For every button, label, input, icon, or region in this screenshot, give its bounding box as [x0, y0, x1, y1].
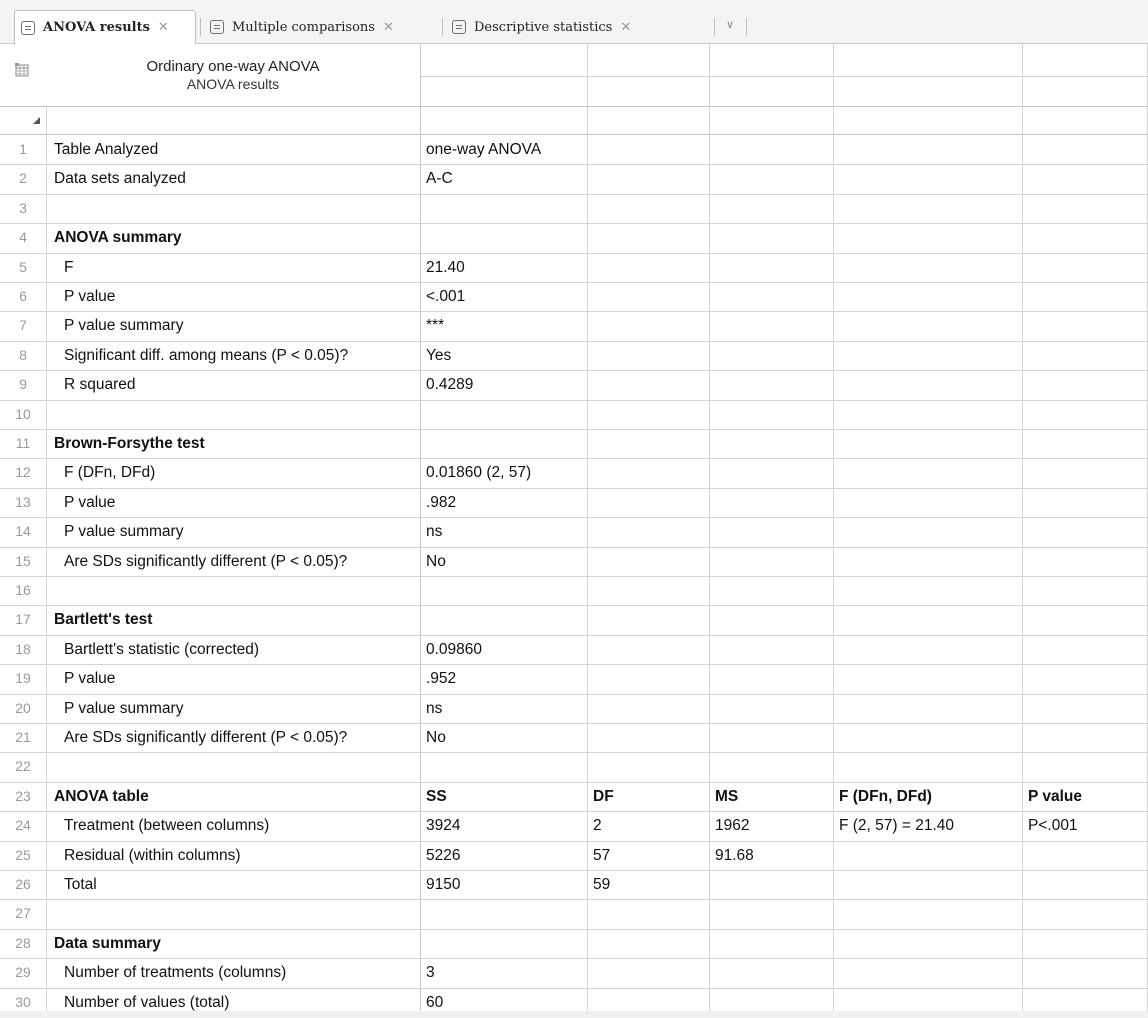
- tab-label: ANOVA results: [43, 20, 150, 35]
- row-number[interactable]: 23: [15, 787, 31, 804]
- value-cell[interactable]: 1962: [715, 817, 750, 835]
- value-cell[interactable]: [1022, 517, 1148, 546]
- value-cell[interactable]: 59: [593, 876, 611, 893]
- value-cell[interactable]: [1022, 400, 1148, 429]
- value-cell[interactable]: [833, 664, 1022, 693]
- value-cell[interactable]: [833, 429, 1022, 458]
- value-cell[interactable]: [587, 341, 709, 370]
- bottom-scroll-area[interactable]: [0, 1011, 1148, 1018]
- value-cell[interactable]: [709, 400, 833, 429]
- row-label-cell[interactable]: Brown-Forsythe test: [54, 435, 205, 452]
- value-cell[interactable]: [709, 164, 833, 193]
- value-cell[interactable]: [709, 282, 833, 311]
- value-cell[interactable]: [1022, 253, 1148, 282]
- value-cell[interactable]: [709, 311, 833, 340]
- value-cell[interactable]: [587, 723, 709, 752]
- row-label-cell[interactable]: P value summary: [64, 699, 184, 717]
- value-cell[interactable]: [833, 841, 1022, 870]
- row-label-cell[interactable]: P value: [64, 493, 116, 511]
- value-cell[interactable]: [833, 223, 1022, 252]
- value-cell[interactable]: [587, 458, 709, 487]
- row-label-cell[interactable]: Bartlett's statistic (corrected): [64, 640, 260, 658]
- value-cell[interactable]: [833, 723, 1022, 752]
- value-cell[interactable]: [1022, 664, 1148, 693]
- tab-divider: [200, 18, 201, 36]
- value-cell[interactable]: [1022, 341, 1148, 370]
- column-header-cell[interactable]: [833, 77, 1022, 106]
- tab-divider: [714, 18, 715, 36]
- value-cell[interactable]: [587, 429, 709, 458]
- value-cell[interactable]: [587, 135, 709, 164]
- row-label-cell[interactable]: Significant diff. among means (P < 0.05)?: [64, 346, 349, 364]
- value-cell[interactable]: [709, 370, 833, 399]
- value-cell[interactable]: Yes: [426, 346, 452, 364]
- row-number[interactable]: 1: [19, 141, 27, 157]
- row-number[interactable]: 10: [15, 405, 31, 422]
- row-label-cell[interactable]: Total: [64, 876, 97, 893]
- value-cell[interactable]: [709, 899, 833, 928]
- value-cell[interactable]: .952: [426, 670, 457, 688]
- value-cell[interactable]: [420, 929, 587, 958]
- value-cell[interactable]: [833, 488, 1022, 517]
- value-cell[interactable]: [587, 635, 709, 664]
- value-cell[interactable]: [709, 517, 833, 546]
- value-cell[interactable]: 91.68: [715, 846, 754, 864]
- value-cell[interactable]: [709, 223, 833, 252]
- value-cell[interactable]: [833, 282, 1022, 311]
- value-cell[interactable]: [833, 870, 1022, 899]
- value-cell[interactable]: [709, 194, 833, 223]
- value-cell[interactable]: P<.001: [1028, 817, 1078, 835]
- row-label-cell[interactable]: Number of treatments (columns): [64, 964, 287, 982]
- value-cell[interactable]: ns: [426, 523, 443, 541]
- value-cell[interactable]: ***: [426, 317, 445, 335]
- value-cell[interactable]: [420, 429, 587, 458]
- row-label-cell[interactable]: Treatment (between columns): [64, 817, 270, 835]
- data-table-icon[interactable]: [14, 62, 30, 83]
- value-cell[interactable]: [587, 370, 709, 399]
- column-header-cell[interactable]: [1022, 77, 1148, 106]
- value-cell[interactable]: [833, 547, 1022, 576]
- value-cell[interactable]: DF: [593, 787, 614, 805]
- value-cell[interactable]: [587, 488, 709, 517]
- value-cell[interactable]: [709, 752, 833, 781]
- row-label-cell[interactable]: Data sets analyzed: [54, 170, 186, 188]
- value-cell[interactable]: [1022, 723, 1148, 752]
- row-number[interactable]: 26: [15, 876, 31, 892]
- row-label-cell[interactable]: P value: [64, 670, 116, 688]
- value-cell[interactable]: [420, 194, 587, 223]
- value-cell[interactable]: [833, 253, 1022, 282]
- value-cell[interactable]: [1022, 488, 1148, 517]
- row-number[interactable]: 27: [15, 905, 31, 922]
- value-cell[interactable]: [1022, 547, 1148, 576]
- value-cell[interactable]: [587, 958, 709, 987]
- value-cell[interactable]: one-way ANOVA: [426, 141, 542, 158]
- value-cell[interactable]: [420, 576, 587, 605]
- value-cell[interactable]: [587, 223, 709, 252]
- column-header-cell[interactable]: [587, 45, 709, 76]
- value-cell[interactable]: [587, 576, 709, 605]
- value-cell[interactable]: [833, 605, 1022, 634]
- close-icon[interactable]: ✕: [620, 19, 632, 35]
- value-cell[interactable]: [420, 605, 587, 634]
- value-cell[interactable]: [833, 752, 1022, 781]
- row-label-cell[interactable]: [46, 400, 420, 429]
- value-cell[interactable]: [1022, 605, 1148, 634]
- row-label-cell[interactable]: P value summary: [64, 523, 184, 541]
- tab-multiple-comparisons[interactable]: [204, 10, 440, 44]
- value-cell[interactable]: [587, 400, 709, 429]
- value-cell[interactable]: [833, 929, 1022, 958]
- value-cell[interactable]: [1022, 841, 1148, 870]
- value-cell[interactable]: [420, 752, 587, 781]
- value-cell[interactable]: SS: [426, 787, 447, 805]
- value-cell[interactable]: .982: [426, 493, 457, 511]
- value-cell[interactable]: [587, 253, 709, 282]
- value-cell[interactable]: [587, 899, 709, 928]
- value-cell[interactable]: [709, 929, 833, 958]
- row-label-cell[interactable]: Table Analyzed: [54, 141, 159, 158]
- value-cell[interactable]: [1022, 194, 1148, 223]
- row-number[interactable]: 3: [19, 199, 27, 216]
- value-cell[interactable]: [1022, 429, 1148, 458]
- value-cell[interactable]: [833, 635, 1022, 664]
- row-number[interactable]: 9: [19, 376, 27, 393]
- row-number[interactable]: 6: [19, 288, 27, 304]
- row-label-cell[interactable]: ANOVA table: [54, 787, 149, 805]
- row-number[interactable]: 29: [15, 964, 31, 981]
- value-cell[interactable]: F (DFn, DFd): [839, 787, 932, 805]
- row-number[interactable]: 12: [15, 464, 31, 481]
- value-cell[interactable]: [709, 870, 833, 899]
- tab-divider: [746, 18, 747, 36]
- value-cell[interactable]: [587, 605, 709, 634]
- row-number[interactable]: 19: [15, 670, 31, 687]
- row-number[interactable]: 15: [15, 552, 31, 569]
- grid-hline: [0, 106, 1148, 107]
- value-cell[interactable]: 5226: [426, 846, 461, 864]
- value-cell[interactable]: [709, 723, 833, 752]
- row-number[interactable]: 14: [15, 523, 31, 540]
- value-cell[interactable]: 9150: [426, 876, 461, 893]
- close-icon[interactable]: ✕: [382, 19, 394, 35]
- row-label-cell[interactable]: Number of values (total): [64, 993, 230, 1011]
- row-label-cell[interactable]: [46, 899, 420, 928]
- value-cell[interactable]: P value: [1028, 787, 1083, 805]
- value-cell[interactable]: [1022, 282, 1148, 311]
- value-cell[interactable]: [833, 576, 1022, 605]
- tab-bar: [0, 0, 1148, 44]
- value-cell[interactable]: [1022, 929, 1148, 958]
- row-label-cell[interactable]: Data summary: [54, 934, 161, 952]
- row-number[interactable]: 21: [15, 729, 31, 745]
- row-number[interactable]: 28: [15, 934, 31, 951]
- value-cell[interactable]: [709, 547, 833, 576]
- value-cell[interactable]: No: [426, 729, 446, 746]
- value-cell[interactable]: [709, 135, 833, 164]
- value-cell[interactable]: ns: [426, 699, 443, 717]
- row-label-cell[interactable]: Are SDs significantly different (P < 0.05)?: [64, 729, 348, 746]
- row-number[interactable]: 5: [19, 258, 27, 275]
- row-number[interactable]: 18: [15, 640, 31, 657]
- value-cell[interactable]: [1022, 311, 1148, 340]
- row-number[interactable]: 2: [19, 170, 27, 187]
- value-cell[interactable]: [1022, 458, 1148, 487]
- value-cell[interactable]: [709, 458, 833, 487]
- value-cell[interactable]: [1022, 870, 1148, 899]
- value-cell[interactable]: [1022, 135, 1148, 164]
- results-sheet-icon: [210, 20, 224, 34]
- value-cell[interactable]: [833, 958, 1022, 987]
- row-label-cell[interactable]: Bartlett's test: [54, 611, 153, 629]
- value-cell[interactable]: [833, 194, 1022, 223]
- row-label-cell[interactable]: [46, 194, 420, 223]
- value-cell[interactable]: No: [426, 552, 446, 570]
- value-cell[interactable]: <.001: [426, 288, 466, 305]
- value-cell[interactable]: [1022, 752, 1148, 781]
- value-cell[interactable]: [1022, 576, 1148, 605]
- results-sheet-icon: [21, 21, 35, 35]
- value-cell[interactable]: [833, 164, 1022, 193]
- sheet-header: [46, 44, 420, 106]
- value-cell[interactable]: 0.09860: [426, 640, 483, 658]
- value-cell[interactable]: [587, 517, 709, 546]
- value-cell[interactable]: [587, 694, 709, 723]
- column-header-cell[interactable]: [833, 45, 1022, 76]
- value-cell[interactable]: [833, 341, 1022, 370]
- row-label-cell[interactable]: F: [64, 258, 74, 276]
- value-cell[interactable]: [1022, 958, 1148, 987]
- row-number[interactable]: 25: [15, 846, 31, 863]
- row-label-cell[interactable]: [46, 576, 420, 605]
- tab-descriptive-statistics[interactable]: [446, 10, 714, 44]
- analysis-title: Ordinary one-way ANOVA: [146, 58, 320, 75]
- row-number[interactable]: 7: [19, 317, 27, 334]
- column-header-cell[interactable]: [1022, 45, 1148, 76]
- row-label-cell[interactable]: F (DFn, DFd): [64, 464, 156, 482]
- column-header-cell[interactable]: [587, 77, 709, 106]
- value-cell[interactable]: [587, 194, 709, 223]
- value-cell[interactable]: [709, 958, 833, 987]
- row-label-cell[interactable]: P value summary: [64, 317, 184, 335]
- value-cell[interactable]: [709, 605, 833, 634]
- value-cell[interactable]: [709, 253, 833, 282]
- row-number[interactable]: 22: [15, 758, 31, 775]
- value-cell[interactable]: [1022, 223, 1148, 252]
- results-sheet-icon: [452, 20, 466, 34]
- value-cell[interactable]: [1022, 370, 1148, 399]
- value-cell[interactable]: 0.01860 (2, 57): [426, 464, 532, 482]
- value-cell[interactable]: [709, 635, 833, 664]
- value-cell[interactable]: [587, 664, 709, 693]
- row-label-cell[interactable]: P value: [64, 288, 116, 305]
- value-cell[interactable]: [1022, 694, 1148, 723]
- row-label-cell[interactable]: [46, 752, 420, 781]
- value-cell[interactable]: 60: [426, 993, 444, 1011]
- value-cell[interactable]: [587, 164, 709, 193]
- close-icon[interactable]: ✕: [157, 20, 169, 35]
- value-cell[interactable]: [709, 341, 833, 370]
- tab-anova-results[interactable]: [14, 10, 196, 45]
- value-cell[interactable]: [587, 929, 709, 958]
- value-cell[interactable]: 3924: [426, 817, 461, 835]
- value-cell[interactable]: [833, 311, 1022, 340]
- value-cell[interactable]: [587, 547, 709, 576]
- value-cell[interactable]: [833, 135, 1022, 164]
- chevron-down-icon[interactable]: ∨: [726, 18, 735, 31]
- value-cell[interactable]: [709, 429, 833, 458]
- row-number[interactable]: 16: [15, 582, 31, 598]
- select-all-corner[interactable]: [33, 117, 40, 124]
- row-label-cell[interactable]: ANOVA summary: [54, 229, 182, 247]
- value-cell[interactable]: 0.4289: [426, 376, 474, 394]
- row-number[interactable]: 17: [15, 611, 31, 628]
- value-cell[interactable]: MS: [715, 787, 739, 805]
- row-number[interactable]: 13: [15, 493, 31, 510]
- value-cell[interactable]: [833, 370, 1022, 399]
- row-number[interactable]: 8: [19, 346, 27, 363]
- value-cell[interactable]: [587, 282, 709, 311]
- value-cell[interactable]: [1022, 635, 1148, 664]
- value-cell[interactable]: [420, 400, 587, 429]
- row-label-cell[interactable]: R squared: [64, 376, 136, 394]
- value-cell[interactable]: A-C: [426, 170, 453, 188]
- value-cell[interactable]: [709, 694, 833, 723]
- value-cell[interactable]: [1022, 164, 1148, 193]
- value-cell[interactable]: [833, 694, 1022, 723]
- row-label-cell[interactable]: Are SDs significantly different (P < 0.05)?: [64, 552, 348, 570]
- column-header-cell[interactable]: [709, 45, 833, 76]
- value-cell[interactable]: [709, 488, 833, 517]
- column-header-cell[interactable]: [709, 77, 833, 106]
- column-header-cell[interactable]: [420, 77, 587, 106]
- value-cell[interactable]: [587, 752, 709, 781]
- row-number[interactable]: 4: [19, 229, 27, 246]
- value-cell[interactable]: 3: [426, 964, 435, 982]
- value-cell[interactable]: [709, 576, 833, 605]
- row-number[interactable]: 24: [15, 817, 31, 834]
- value-cell[interactable]: 21.40: [426, 258, 465, 276]
- value-cell[interactable]: [420, 899, 587, 928]
- value-cell[interactable]: [587, 311, 709, 340]
- value-cell[interactable]: [833, 899, 1022, 928]
- row-number[interactable]: 30: [15, 993, 31, 1010]
- value-cell[interactable]: [1022, 899, 1148, 928]
- tab-divider: [442, 18, 443, 36]
- value-cell[interactable]: [833, 517, 1022, 546]
- column-header-cell[interactable]: [420, 45, 587, 76]
- value-cell[interactable]: 2: [593, 817, 602, 835]
- value-cell[interactable]: F (2, 57) = 21.40: [839, 817, 955, 835]
- value-cell[interactable]: 57: [593, 846, 611, 864]
- value-cell[interactable]: [833, 458, 1022, 487]
- value-cell[interactable]: [833, 400, 1022, 429]
- value-cell[interactable]: [709, 664, 833, 693]
- row-label-cell[interactable]: Residual (within columns): [64, 846, 241, 864]
- value-cell[interactable]: [420, 223, 587, 252]
- tab-label: Multiple comparisons: [232, 19, 375, 35]
- row-number[interactable]: 11: [15, 435, 31, 451]
- row-number[interactable]: 20: [15, 699, 31, 716]
- sheet-subtitle: ANOVA results: [186, 76, 280, 92]
- tab-label: Descriptive statistics: [474, 19, 613, 35]
